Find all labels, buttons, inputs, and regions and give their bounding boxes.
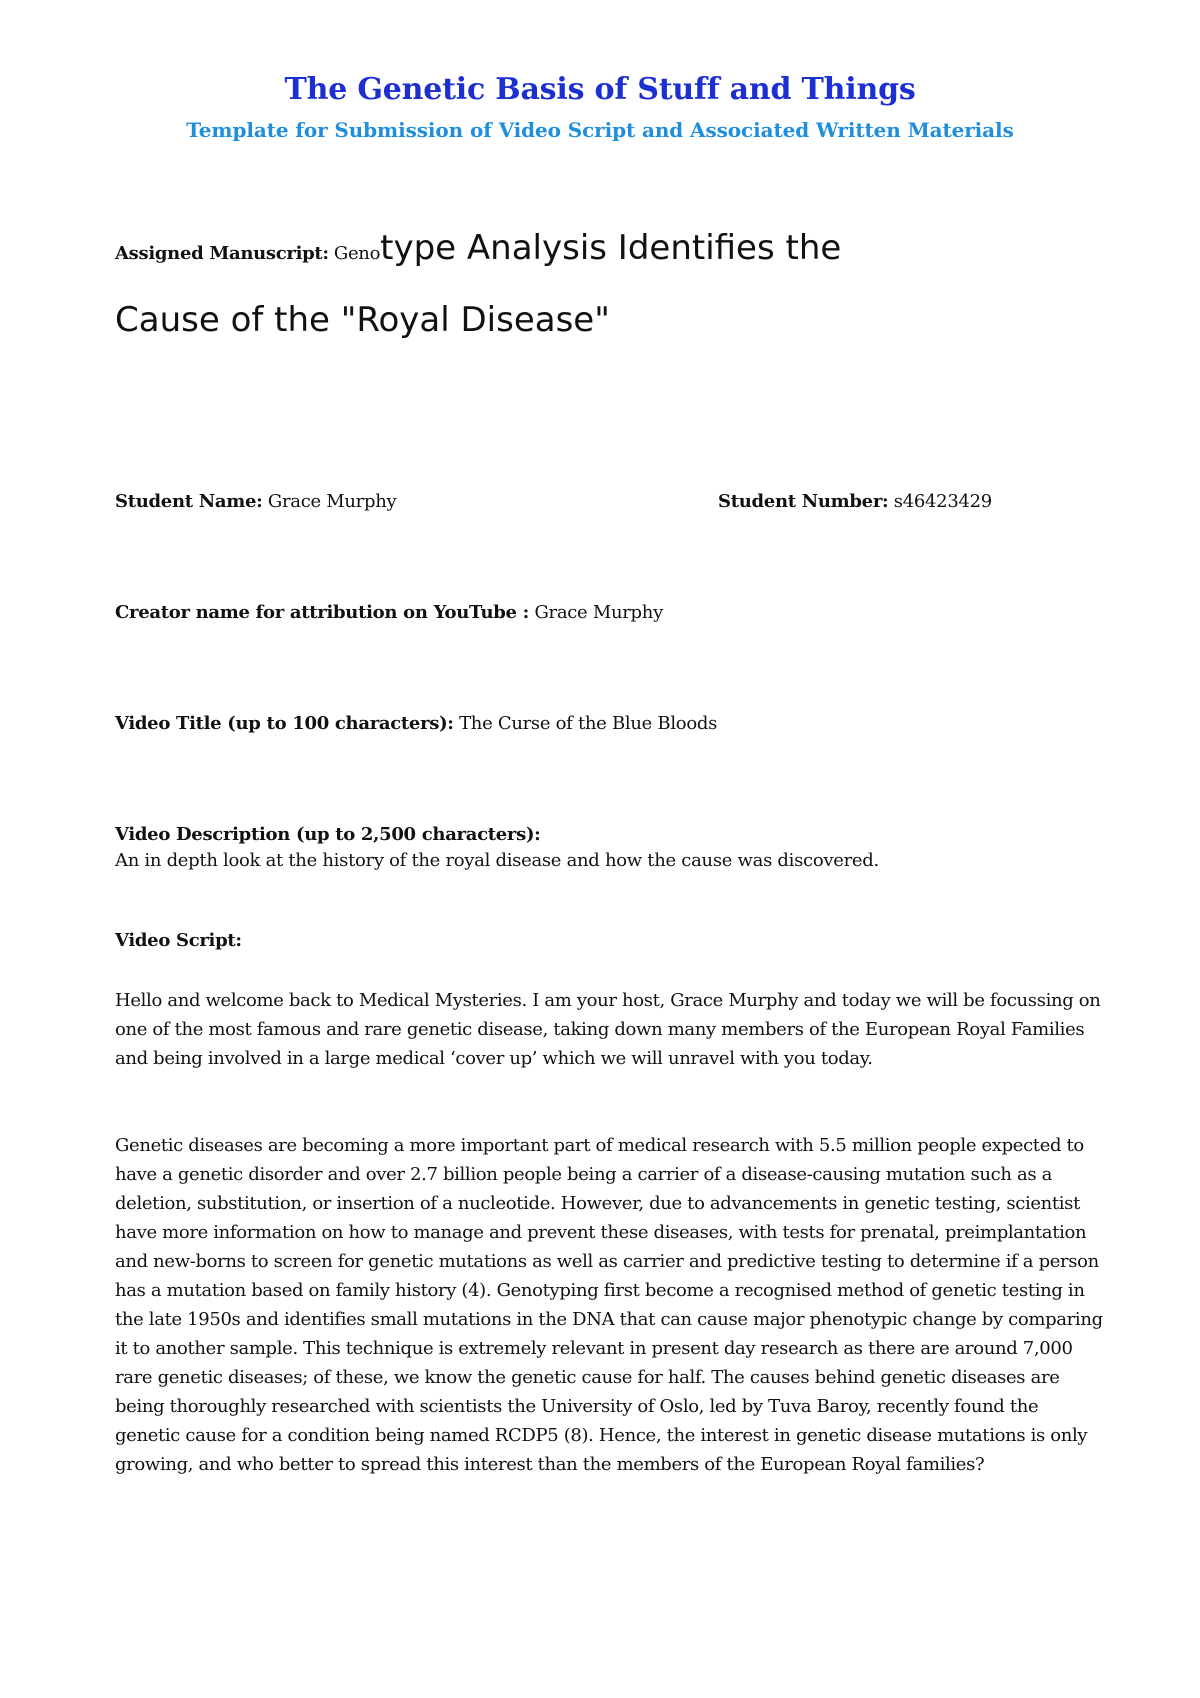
creator-name-value: Grace Murphy xyxy=(534,602,663,623)
video-description-label: Video Description (up to 2,500 characters): xyxy=(115,824,541,845)
student-number-field xyxy=(718,490,992,514)
manuscript-title-large-part: type Analysis Identifies the xyxy=(380,228,842,268)
student-number-value: s46423429 xyxy=(893,491,992,512)
student-number-label: Student Number: xyxy=(718,491,889,512)
video-description-field xyxy=(115,822,879,874)
video-title-label: Video Title (up to 100 characters): xyxy=(115,713,454,734)
video-title-value: The Curse of the Blue Bloods xyxy=(459,713,718,734)
document-title: The Genetic Basis of Stuff and Things xyxy=(284,72,916,107)
student-name-label: Student Name: xyxy=(115,491,263,512)
document-subtitle: Template for Submission of Video Script and Associated Written Materials xyxy=(186,118,1014,142)
script-paragraph: Hello and welcome back to Medical Mysteries. I am your host, Grace Murphy and today we will be focussing on one of the most famous and rare genetic disease, taking down many members of the European Royal Families and being involved in a large medical ‘cover up’ which we will unravel with you today. xyxy=(115,990,1101,1069)
creator-name-label: Creator name for attribution on YouTube : xyxy=(115,602,530,623)
assigned-manuscript-label: Assigned Manuscript: xyxy=(115,243,329,264)
manuscript-title-line2: Cause of the "Royal Disease" xyxy=(115,300,610,340)
script-paragraph: Genetic diseases are becoming a more important part of medical research with 5.5 million people expected to have a genetic disorder and over 2.7 billion people being a carrier of a disease-causing mutation such as a deletion, substitution, or insertion of a nucleotide. However, due to advancements in genetic testing, scientist have more information on how to manage and prevent these diseases, with tests for prenatal, preimplantation and new-borns to screen for genetic mutations as well as carrier and predictive testing to determine if a person has a mutation based on family history (4). Genotyping first become a recognised method of genetic testing in the late 1950s and identifies small mutations in the DNA that can cause major phenotypic change by comparing it to another sample. This technique is extremely relevant in present day research as there are around 7,000 rare genetic diseases; of these, we know the genetic cause for half. The causes behind genetic diseases are being thoroughly researched with scientists the University of Oslo, led by Tuva Baroy, recently found the genetic cause for a condition being named RCDP5 (8). Hence, the interest in genetic disease mutations is only growing, and who better to spread this interest than the members of the European Royal families? xyxy=(115,1135,1103,1475)
manuscript-title-small-part: Geno xyxy=(333,243,381,264)
assigned-manuscript-line xyxy=(115,228,841,268)
video-description-value: An in depth look at the history of the royal disease and how the cause was discovered. xyxy=(115,850,879,871)
student-name-value: Grace Murphy xyxy=(267,491,397,512)
video-script-label: Video Script: xyxy=(115,930,242,951)
student-name-field xyxy=(115,490,396,514)
creator-name-field xyxy=(115,601,663,625)
video-title-field xyxy=(115,712,717,736)
